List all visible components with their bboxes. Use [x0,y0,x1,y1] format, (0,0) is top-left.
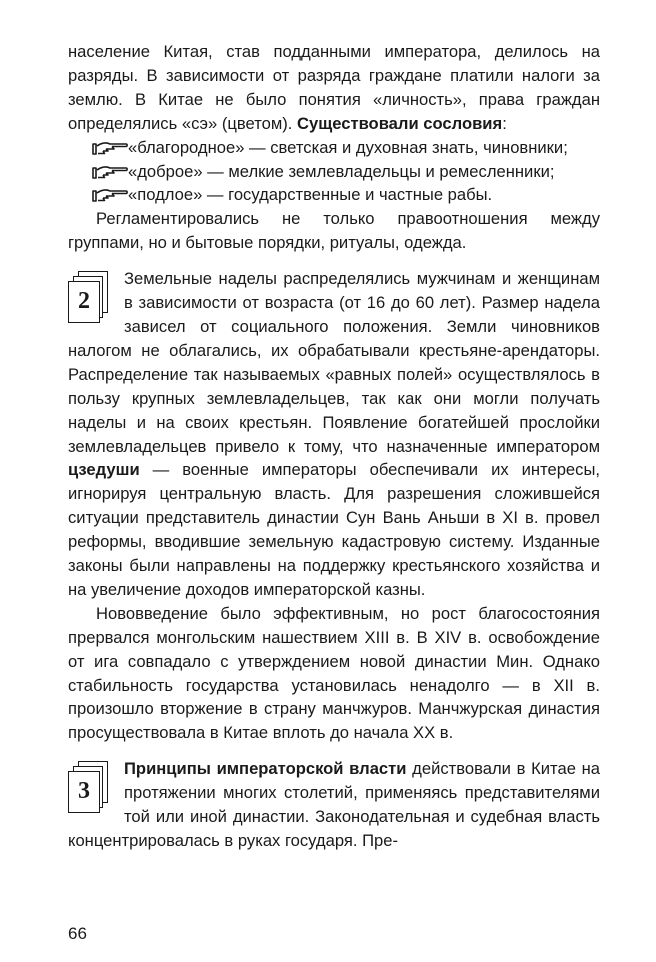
term-estates: Существовали сословия [297,113,503,133]
pointing-hand-icon [92,188,128,203]
page-number: 66 [68,924,87,943]
stacked-pages-icon [68,761,114,811]
stacked-pages-icon [68,271,114,321]
paragraph-innovation: Нововведение было эффективным, но рост благосостояния прервался монгольским нашествием XIII в. В XIV в. освобождение от ига совпадало с утверждением новой династии Мин. Однако стабильность государства установилась ненадолго — в XII в. произошло вторжение в страну манчжуров. Манчжурская династия просуществовала в Китае вплоть до начала XX в. [68,603,600,743]
paragraph-land-text-cont: — военные императоры обеспечивали их интересы, игнорируя центральную власть. Для разрешения сложившейся ситуации представитель династии Сун Вань Аньши в XI в. провел реформы, вводившие земельную кадастровую систему. Изданные законы были направлены на поддержку крестьянского хозяйства и на увеличение доходов императорской казны. [68,460,600,599]
paragraph-land [68,267,600,602]
term-imperial-power: Принципы императорской власти [124,759,407,779]
list-item [68,160,600,184]
term-jiedushi: цзедуши [68,460,140,480]
page-body [68,40,600,853]
estates-list [68,136,600,208]
pointing-hand-icon [92,165,128,180]
paragraph-principles-text: действовали в Китае на протяжении многих столетий, применяясь представителями той или иной династии. Законодательная и судебная власть концентрировалась в руках государя. Пре- [68,759,601,850]
paragraph-regulation: Регламентировались не только правоотношения между группами, но и бытовые порядки, ритуалы, одежда. [68,209,600,253]
list-item-text: «подлое» — государственные и частные рабы. [128,185,493,205]
list-item-text: «доброе» — мелкие землевладельцы и ремесленники; [128,161,555,181]
paragraph-estates-text: население Китая, став подданными императора, делилось на разряды. В зависимости от разряда граждане платили налоги за землю. В Китае не было понятия «личность», права граждан определялись «сэ» (цветом). [68,42,600,133]
pointing-hand-icon [92,141,128,156]
list-item [68,136,600,160]
list-item [68,183,600,207]
paragraph-land-text: Земельные наделы распределялись мужчинам и женщинам в зависимости от возраста (от 16 до 60 лет). Размер надела зависел от социального положения. Земли чиновников налогом не облагались, их обрабатывали крестьяне-арендаторы. Распределение так называемых «равных полей» осуществлялось в пользу крупных землевладельцев, так как они могли получать наделы и на своих крестьян. Появление богатейшей прослойки землевладельцев привело к тому, что назначенные императором [68,269,600,456]
section-gap [68,745,600,757]
section-number: 3 [68,771,100,813]
paragraph-principles [68,757,600,853]
paragraph-estates-colon: : [502,113,507,133]
section-gap [68,255,600,267]
list-item-text: «благородное» — светская и духовная знать, чиновники; [128,137,568,157]
section-2 [68,267,600,745]
section-3 [68,757,600,853]
section-number: 2 [68,281,100,323]
paragraph-estates [68,40,600,136]
